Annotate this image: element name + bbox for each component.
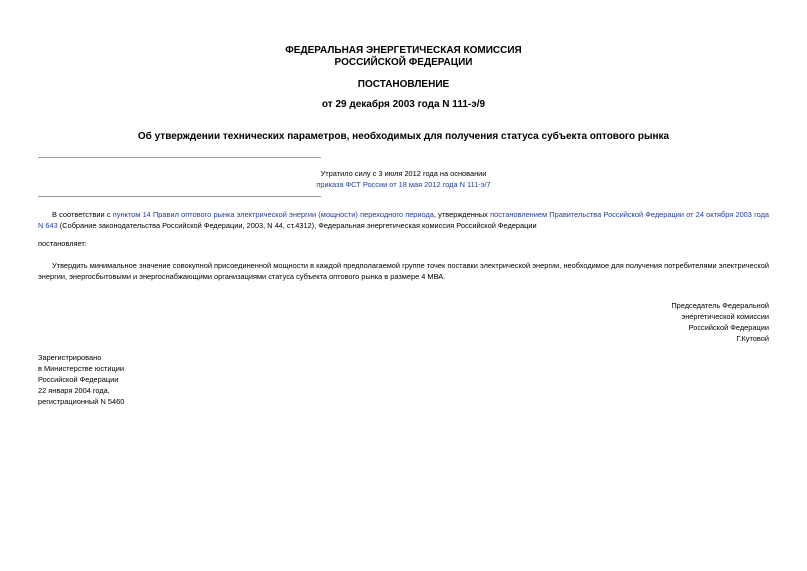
divider-bottom: [38, 196, 321, 197]
document-title: Об утверждении технических параметров, необходимых для получения статуса субъекта оптового рынка: [137, 131, 670, 142]
document-type: ПОСТАНОВЛЕНИЕ: [357, 79, 450, 90]
signature-title-line3: Российской Федерации: [688, 323, 769, 332]
registration-line2: в Министерстве юстиции: [38, 364, 125, 373]
rules-clause-link[interactable]: пунктом 14 Правил оптового рынка электрической энергии (мощности) переходного периода: [112, 210, 434, 219]
signature-title-line2: энергетической комиссии: [681, 312, 769, 321]
preamble-paragraph: В соответствии с пунктом 14 Правил оптового рынка электрической энергии (мощности) переходного периода, утвержденных постановлением Правительства Российской Федерации от 24 октября 2003 года N 643 (Собрание законодательства Российской Федерации, 2003, N 44, ст.4312), Федеральная энергетическая комиссия Российской Федерации: [38, 210, 770, 230]
registration-line3: Российской Федерации: [38, 375, 119, 384]
resolves-label: постановляет:: [38, 239, 87, 248]
registration-number: регистрационный N 5460: [38, 397, 125, 406]
body-paragraph: Утвердить минимальное значение совокупной присоединенной мощности в каждой предполагаемой группе точек поставки электрической энергии, необходимое для получения потребителями электрической энергии, энергосбытовыми и энергоснабжающими организациями статуса субъекта оптового рынка в размере 4 МВА.: [38, 261, 769, 281]
registration-date: 22 января 2004 года,: [38, 386, 110, 395]
registration-line1: Зарегистрировано: [38, 353, 102, 362]
issuing-authority-country: РОССИЙСКОЙ ФЕДЕРАЦИИ: [334, 57, 473, 68]
document-date: от 29 декабря 2003 года N 111-э/9: [321, 99, 486, 110]
repeal-note: Утратило силу с 3 июля 2012 года на основании: [320, 169, 487, 178]
repeal-order-link[interactable]: приказа ФСТ России от 18 мая 2012 года N 111-э/7: [316, 180, 491, 189]
signatory-name: Г.Кутовой: [736, 334, 769, 343]
divider-top: [38, 157, 321, 158]
government-decree-link[interactable]: постановлением Правительства Российской Федерации от 24 октября 2003 года N 643: [38, 210, 770, 230]
issuing-authority: ФЕДЕРАЛЬНАЯ ЭНЕРГЕТИЧЕСКАЯ КОМИССИЯ: [285, 45, 522, 56]
signature-title-line1: Председатель Федеральной: [671, 301, 769, 310]
